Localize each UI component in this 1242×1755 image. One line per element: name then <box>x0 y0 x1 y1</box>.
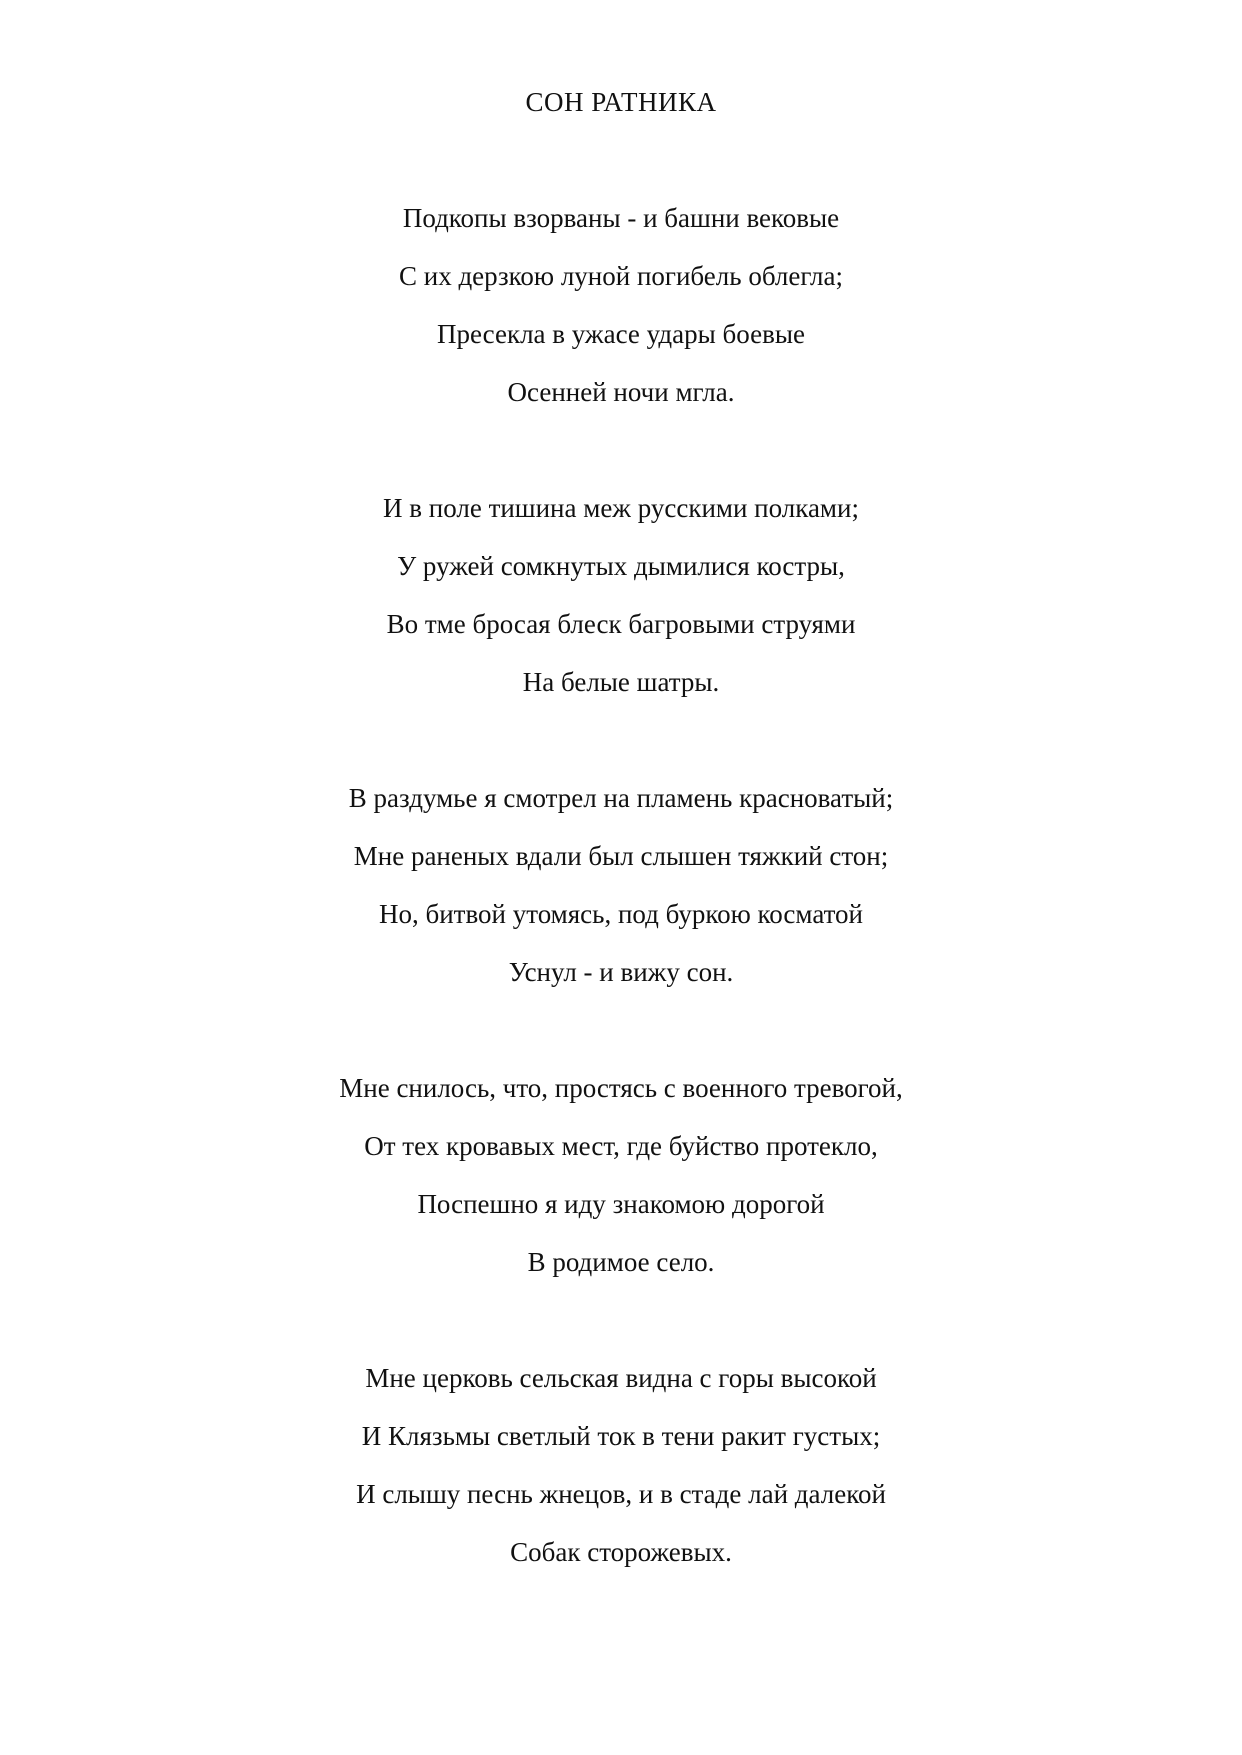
verse-line: Поспешно я иду знакомою дорогой <box>417 1189 825 1219</box>
verse-line: И в поле тишина меж русскими полками; <box>383 493 859 523</box>
verse-line: С их дерзкою луной погибель облегла; <box>398 261 844 291</box>
verse-line: Мне раненых вдали был слышен тяжкий стон; <box>353 841 889 871</box>
verse-line: Во тме бросая блеск багровыми струями <box>386 609 856 639</box>
verse-line: Но, битвой утомясь, под буркою косматой <box>379 899 863 929</box>
poem-title: СОН РАТНИКА <box>525 87 717 117</box>
stanza <box>0 488 1242 720</box>
verse-line: Пресекла в ужасе удары боевые <box>437 319 805 349</box>
verse-line: Собак сторожевых. <box>510 1537 732 1567</box>
stanza <box>0 198 1242 430</box>
verse-line: Подкопы взорваны - и башни вековые <box>402 203 840 233</box>
verse-line: От тех кровавых мест, где буйство протекло, <box>364 1131 878 1161</box>
stanza <box>0 1358 1242 1590</box>
verse-line: У ружей сомкнутых дымилися костры, <box>397 551 845 581</box>
verse-line: На белые шатры. <box>522 667 720 697</box>
verse-line: Мне церковь сельская видна с горы высокой <box>365 1363 877 1393</box>
verse-line: Уснул - и вижу сон. <box>508 957 734 987</box>
verse-line: И Клязьмы светлый ток в тени ракит густых; <box>361 1421 881 1451</box>
verse-line: Мне снилось, что, простясь с военного тревогой, <box>339 1073 903 1103</box>
verse-line: В раздумье я смотрел на пламень красноватый; <box>348 783 894 813</box>
verse-line: Осенней ночи мгла. <box>507 377 735 407</box>
stanza <box>0 1068 1242 1300</box>
verse-line: И слышу песнь жнецов, и в стаде лай далекой <box>356 1479 886 1509</box>
stanza <box>0 778 1242 1010</box>
verse-line: В родимое село. <box>527 1247 715 1277</box>
